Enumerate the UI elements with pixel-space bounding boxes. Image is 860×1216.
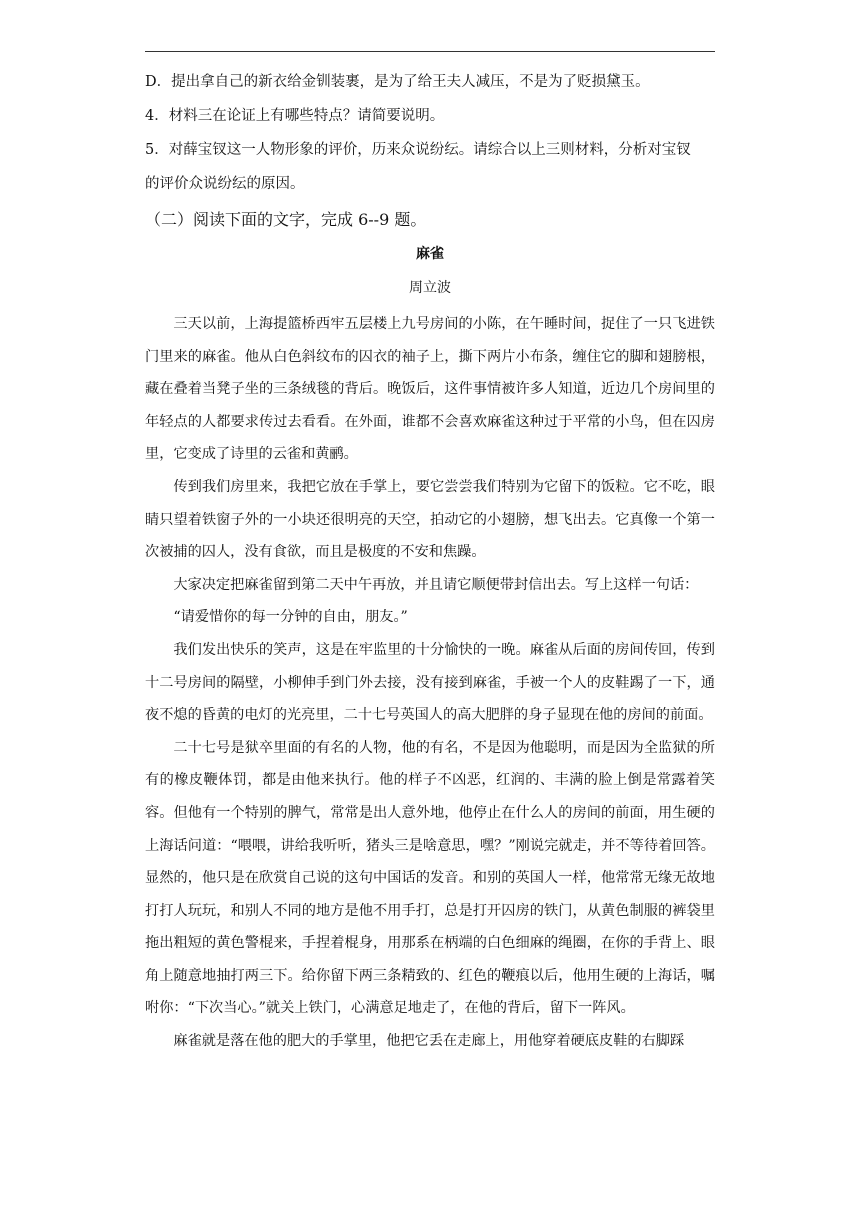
header-rule	[145, 51, 715, 52]
story-paragraph: “请爱惜你的每一分钟的自由，朋友。”	[173, 609, 408, 626]
story-paragraph: 麻雀就是落在他的肥大的手掌里，他把它丢在走廊上，用他穿着硬底皮鞋的右脚踩	[173, 1033, 685, 1050]
story-body	[145, 308, 715, 1058]
story-paragraph: 大家决定把麻雀留到第二天中午再放，并且请它顺便带封信出去。写上这样一句话：	[173, 576, 699, 593]
story-author: 周立波	[409, 280, 451, 296]
option-d-text: D．提出拿自己的新衣给金钏装裹，是为了给王夫人减压，不是为了贬损黛玉。	[145, 74, 650, 90]
section-heading: （二）阅读下面的文字，完成 6--9 题。	[145, 210, 427, 229]
story-paragraph: 二十七号是狱卒里面的有名的人物，他的有名，不是因为他聪明，而是因为全监狱的所有的橡皮鞭体罚，都是由他来执行。他的样子不凶恶，红润的、丰满的脸上倒是常露着笑容。但他有一个特别的脾气，常常是出人意外地，他停止在什么人的房间的前面，用生硬的上海话问道：“喂喂，讲给我听听，猪头三是啥意思，嘿？”刚说完就走，并不等待着回答。显然的，他只是在欣赏自己说的这句中国话的发音。和别的英国人一样，他常常无缘无故地打打人玩玩，和别人不同的地方是他不用手打，总是打开囚房的铁门，从黄色制服的裤袋里拖出粗短的黄色警棍来，手捏着棍身，用那系在柄端的白色细麻的绳圈，在你的手背上、眼角上随意地抽打两三下。给你留下两三条精致的、红色的鞭痕以后，他用生硬的上海话，嘱咐你：“下次当心。”就关上铁门，心满意足地走了，在他的背后，留下一阵风。	[145, 739, 715, 1017]
story-paragraph: 传到我们房里来，我把它放在手掌上，要它尝尝我们特别为它留下的饭粒。它不吃，眼睛只望着铁窗子外的一小块还很明亮的天空，拍动它的小翅膀，想飞出去。它真像一个第一次被捕的囚人，没有食欲，而且是极度的不安和焦躁。	[145, 478, 715, 561]
story-paragraph: 三天以前，上海提篮桥西牢五层楼上九号房间的小陈，在午睡时间，捉住了一只飞进铁门里来的麻雀。他从白色斜纹布的囚衣的袖子上，撕下两片小布条，缠住它的脚和翅膀根，藏在叠着当凳子坐的三条绒毯的背后。晚饭后，这件事情被许多人知道，近边几个房间里的年轻点的人都要求传过去看看。在外面，谁都不会喜欢麻雀这种过于平常的小鸟，但在囚房里，它变成了诗里的云雀和黄鹂。	[145, 316, 715, 463]
question-5-text-line1: 5．对薛宝钗这一人物形象的评价，历来众说纷纭。请综合以上三则材料，分析对宝钗	[145, 142, 691, 158]
story-paragraph: 我们发出快乐的笑声，这是在牢监里的十分愉快的一晚。麻雀从后面的房间传回，传到十二号房间的隔壁，小柳伸手到门外去接，没有接到麻雀，手被一个人的皮鞋踢了一下，通夜不熄的昏黄的电灯的光亮里，二十七号英国人的高大肥胖的身子显现在他的房间的前面。	[145, 641, 715, 724]
question-4-text: 4．材料三在论证上有哪些特点？请简要说明。	[145, 108, 445, 124]
question-5-text-line2: 的评价众说纷纭的原因。	[145, 176, 305, 192]
story-title: 麻雀	[416, 246, 444, 262]
